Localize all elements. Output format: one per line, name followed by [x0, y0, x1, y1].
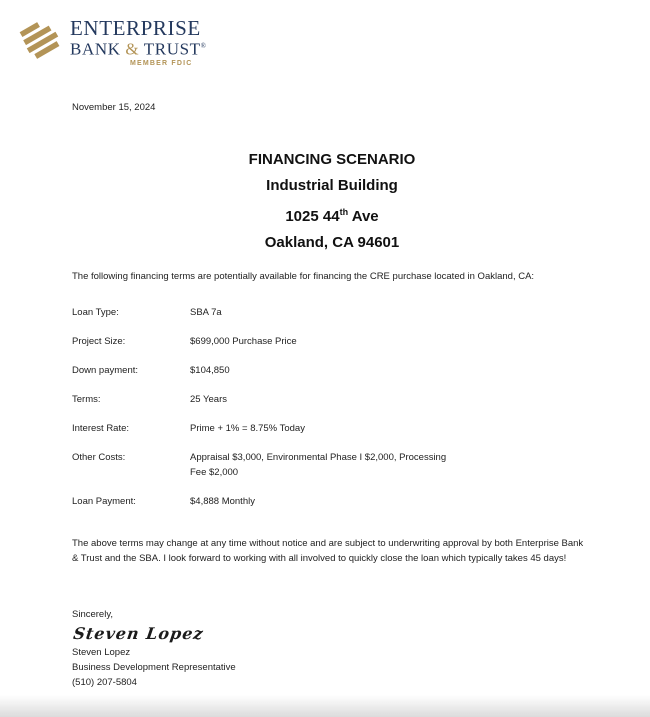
letter-title-block	[72, 147, 592, 256]
signer-phone: (510) 207-5804	[72, 677, 137, 688]
signer-name: Steven Lopez	[72, 647, 131, 658]
term-value: Appraisal $3,000, Environmental Phase I $2,000, Processing Fee $2,000	[190, 452, 447, 478]
page-bottom-shadow	[0, 695, 650, 717]
term-row-interest-rate	[72, 423, 592, 435]
term-row-loan-payment	[72, 496, 592, 508]
term-label: Other Costs:	[72, 452, 126, 463]
registered-mark: ®	[200, 42, 207, 50]
signer-role: Business Development Representative	[72, 662, 236, 673]
letter-date: November 15, 2024	[72, 102, 156, 113]
term-label: Down payment:	[72, 365, 139, 376]
title-financing-scenario: FINANCING SCENARIO	[248, 151, 416, 168]
term-label: Interest Rate:	[72, 423, 130, 434]
title-property-type: Industrial Building	[266, 177, 398, 194]
term-label: Project Size:	[72, 336, 126, 347]
term-value: SBA 7a	[190, 307, 222, 318]
financing-terms-table	[72, 307, 592, 508]
term-row-down-payment	[72, 365, 592, 377]
intro-paragraph: The following financing terms are potentially available for financing the CRE purchase located in Oakland, CA:	[72, 271, 535, 282]
address-ordinal-suffix: th	[339, 207, 349, 217]
term-value: $4,888 Monthly	[190, 496, 255, 507]
term-label: Loan Type:	[72, 307, 119, 318]
term-row-loan-type	[72, 307, 592, 319]
term-label: Terms:	[72, 394, 101, 405]
bank-name-line1: ENTERPRISE	[70, 16, 201, 40]
term-value: Prime + 1% = 8.75% Today	[190, 423, 305, 434]
bank-wordmark	[70, 18, 207, 67]
term-row-terms	[72, 394, 592, 406]
term-label: Loan Payment:	[72, 496, 136, 507]
sincerely-text: Sincerely,	[72, 609, 114, 620]
term-row-other-costs	[72, 452, 592, 479]
term-row-project-size	[72, 336, 592, 348]
term-value: 25 Years	[190, 394, 227, 405]
signature-block	[72, 607, 592, 690]
term-value: $104,850	[190, 365, 230, 376]
handwritten-signature: Steven Lopez	[72, 624, 205, 643]
bank-name-line2	[70, 38, 207, 58]
bank-word-bank: BANK	[70, 39, 126, 59]
bank-word-trust: TRUST	[139, 39, 201, 59]
bank-ampersand: &	[125, 39, 140, 59]
bank-logo-icon	[18, 15, 64, 61]
term-value: $699,000 Purchase Price	[190, 336, 297, 347]
title-address: 1025 44th Ave	[285, 207, 379, 225]
closing-paragraph: The above terms may change at any time without notice and are subject to underwriting approval by both Enterprise Bank & Trust and the SBA. I look forward to working with all involved to quickly close the loan which typically takes 45 days!	[72, 538, 584, 564]
member-fdic-label: MEMBER FDIC	[129, 59, 193, 67]
title-city-state-zip: Oakland, CA 94601	[264, 234, 400, 251]
bank-logo	[18, 14, 592, 66]
